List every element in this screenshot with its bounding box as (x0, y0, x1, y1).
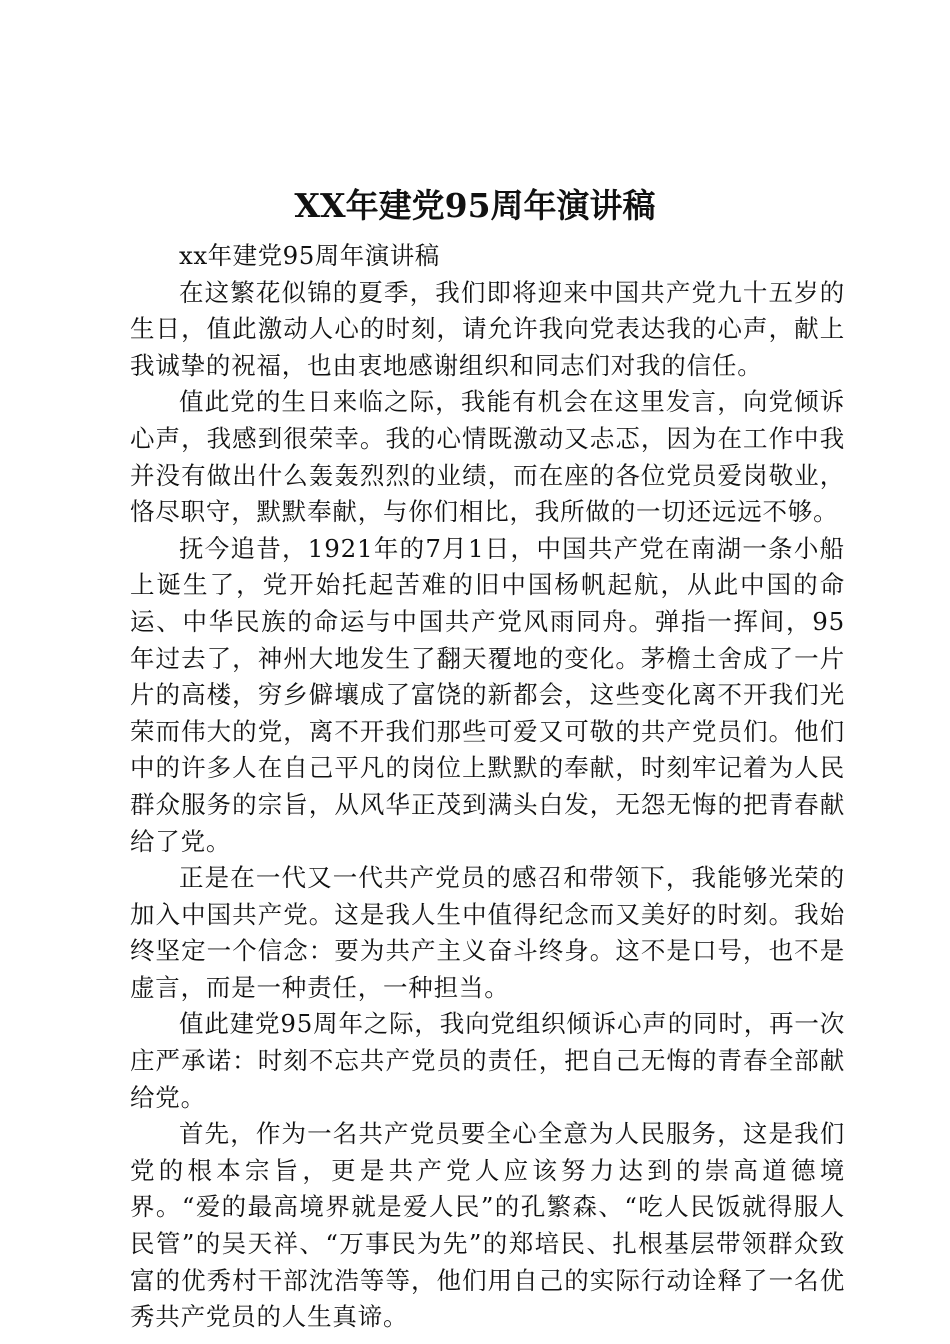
paragraph: 抚今追昔，1921年的7月1日，中国共产党在南湖一条小船上诞生了，党开始托起苦难的旧中国杨帆起航，从此中国的命运、中华民族的命运与中国共产党风雨同舟。弹指一挥间，95年过去了，神州大地发生了翻天覆地的变化。茅檐土舍成了一片片的高楼，穷乡僻壤成了富饶的新都会，这些变化离不开我们光荣而伟大的党，离不开我们那些可爱又可敬的共产党员们。他们中的许多人在自己平凡的岗位上默默的奉献，时刻牢记着为人民群众服务的宗旨，从风华正茂到满头白发，无怨无悔的把青春献给了党。 (130, 533, 845, 856)
document-subtitle: xx年建党95周年演讲稿 (179, 241, 440, 270)
paragraph: 正是在一代又一代共产党员的感召和带领下，我能够光荣的加入中国共产党。这是我人生中值得纪念而又美好的时刻。我始终坚定一个信念：要为共产主义奋斗终身。这不是口号，也不是虚言，而是一种责任，一种担当。 (130, 863, 845, 1002)
paragraph: 首先，作为一名共产党员要全心全意为人民服务，这是我们党的根本宗旨，更是共产党人应该努力达到的崇高道德境界。“爱的最高境界就是爱人民”的孔繁森、“吃人民饭就得服人民管”的吴天祥、“万事民为先”的郑培民、扎根基层带领群众致富的优秀村干部沈浩等等，他们用自己的实际行动诠释了一名优秀共产党员的人生真谛。 (130, 1119, 845, 1332)
document-body (130, 238, 845, 1336)
paragraph: 值此党的生日来临之际，我能有机会在这里发言，向党倾诉心声，我感到很荣幸。我的心情既激动又忐忑，因为在工作中我并没有做出什么轰轰烈烈的业绩，而在座的各位党员爱岗敬业，恪尽职守，默默奉献，与你们相比，我所做的一切还远远不够。 (130, 387, 845, 527)
document-title: XX年建党95周年演讲稿 (294, 186, 656, 225)
paragraph: 值此建党95周年之际，我向党组织倾诉心声的同时，再一次庄严承诺：时刻不忘共产党员的责任，把自己无悔的青春全部献给党。 (130, 1009, 845, 1112)
paragraph: 在这繁花似锦的夏季，我们即将迎来中国共产党九十五岁的生日，值此激动人心的时刻，请允许我向党表达我的心声，献上我诚挚的祝福，也由衷地感谢组织和同志们对我的信任。 (130, 277, 845, 380)
